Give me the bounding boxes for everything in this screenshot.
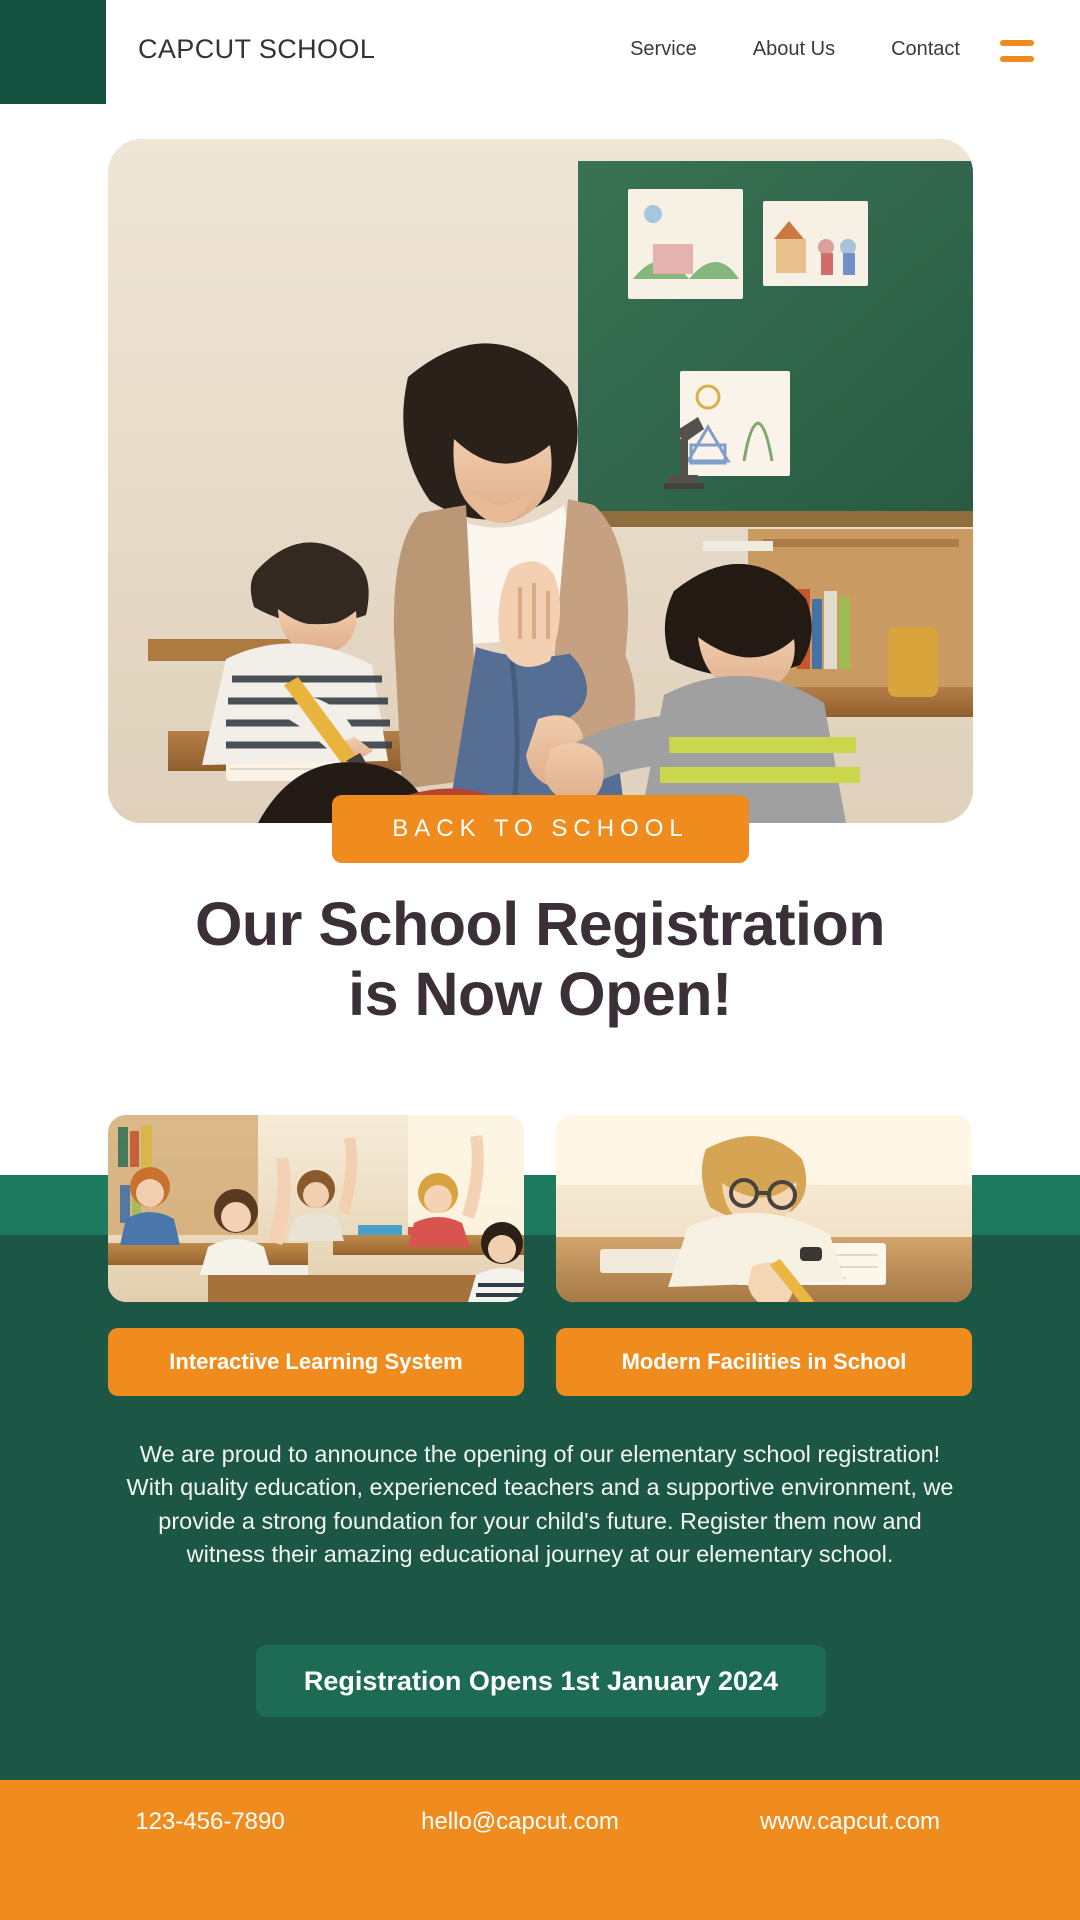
hamburger-menu-icon[interactable]: [1000, 40, 1034, 62]
registration-date-button[interactable]: Registration Opens 1st January 2024: [256, 1645, 826, 1717]
feature-label-modern-facilities[interactable]: Modern Facilities in School: [556, 1328, 972, 1396]
back-to-school-badge[interactable]: BACK TO SCHOOL: [332, 795, 749, 863]
feature-label-interactive-learning[interactable]: Interactive Learning System: [108, 1328, 524, 1396]
nav-item-about-us[interactable]: About Us: [752, 38, 836, 60]
nav-item-contact[interactable]: Contact: [891, 38, 960, 60]
logo-mark: [0, 0, 106, 104]
page-title-line-1: Our School Registration: [194, 890, 886, 958]
feature-image-modern-facilities: [556, 1115, 972, 1302]
site-footer: [0, 1780, 1080, 1920]
hero-image: [108, 139, 973, 823]
page-title: [0, 890, 1080, 1029]
hamburger-bar-bottom: [1000, 56, 1034, 62]
brand-title: CAPCUT SCHOOL: [138, 34, 376, 64]
main-nav: [630, 38, 960, 61]
page-title-line-2: is Now Open!: [348, 959, 732, 1028]
feature-image-interactive-learning: [108, 1115, 524, 1302]
footer-email[interactable]: hello@capcut.com: [421, 1808, 619, 1835]
description-paragraph: We are proud to announce the opening of our elementary school registration! With quality education, experienced teachers and a supportive environment, we provide a strong foundation for your child's future. Register them now and witness their amazing educational journey at our elementary school.: [126, 1441, 954, 1568]
site-header: [0, 0, 1080, 104]
footer-website[interactable]: www.capcut.com: [759, 1808, 941, 1835]
nav-item-service[interactable]: Service: [630, 38, 697, 60]
hamburger-bar-top: [1000, 40, 1034, 46]
footer-phone[interactable]: 123-456-7890: [135, 1808, 285, 1835]
